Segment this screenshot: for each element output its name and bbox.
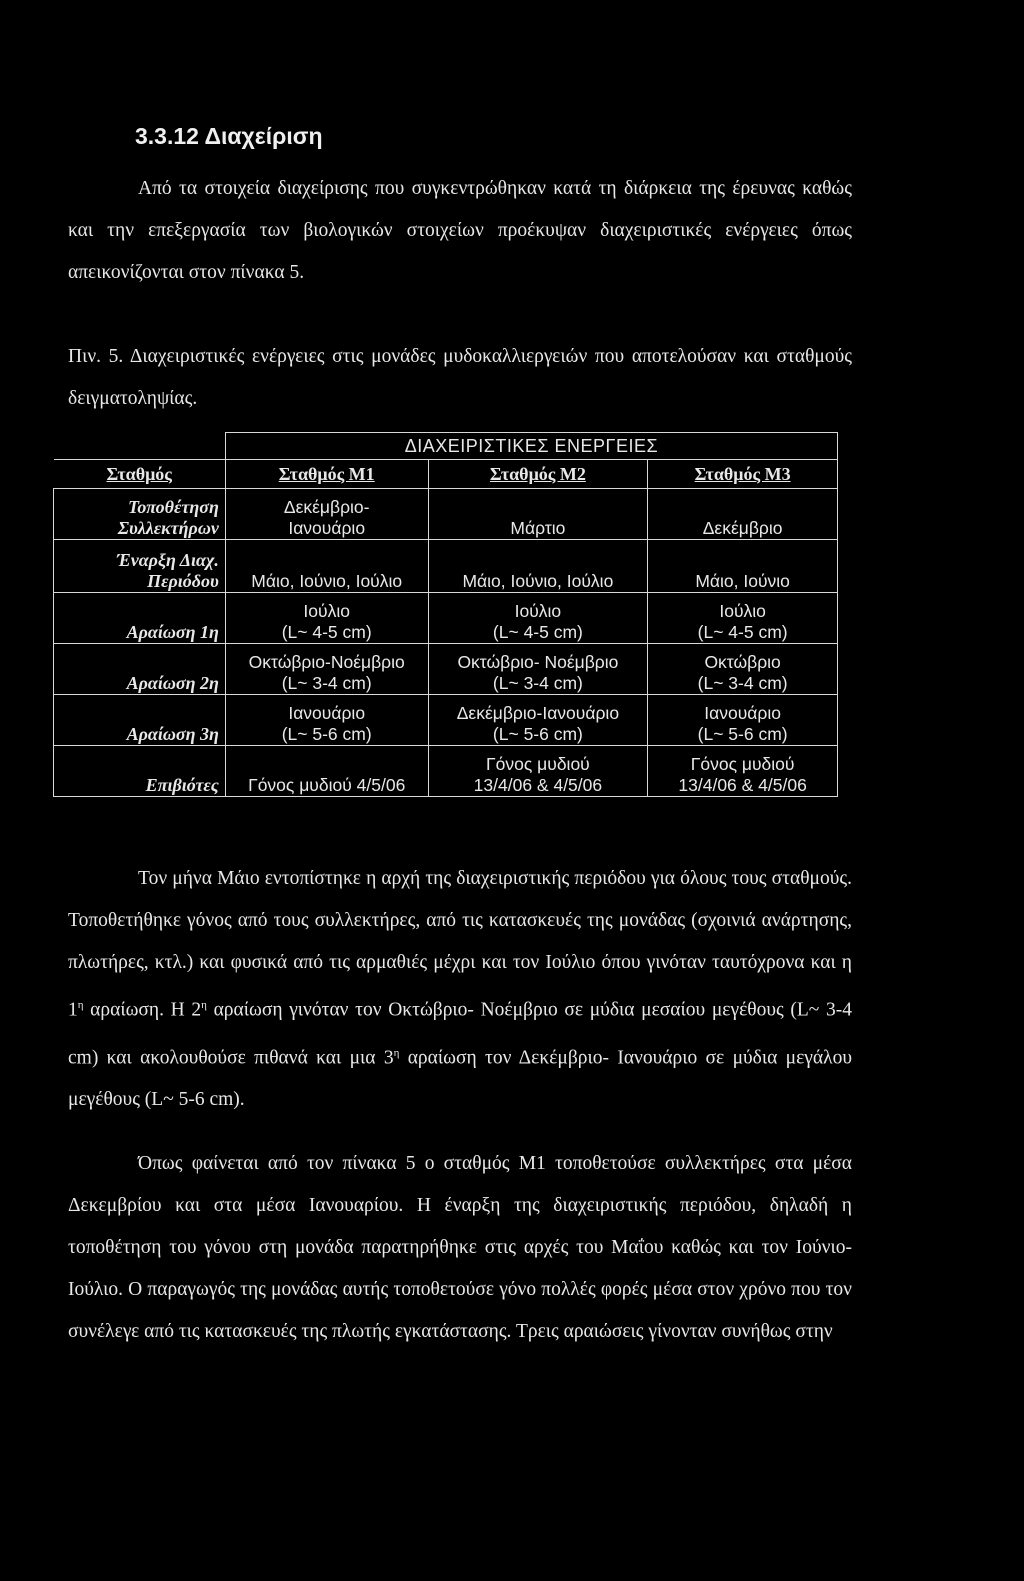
- cell-m2: Ιούλιο (L~ 4-5 cm): [428, 593, 648, 644]
- cell-m2: Οκτώβριο- Νοέμβριο (L~ 3-4 cm): [428, 644, 648, 695]
- superscript: η: [77, 999, 84, 1011]
- table-corner: [54, 433, 226, 460]
- caption-text: Πιν. 5. Διαχειριστικές ενέργειες στις μονάδες μυδοκαλλιεργειών που αποτελούσαν και σταθμούς δειγματοληψίας.: [68, 346, 852, 409]
- col-header-station: Σταθμός: [54, 460, 226, 489]
- cell-m3: Γόνος μυδιού 13/4/06 & 4/5/06: [648, 746, 838, 797]
- cell-m1: Ιούλιο (L~ 4-5 cm): [225, 593, 428, 644]
- p1-text-b: αραίωση. Η 2: [83, 999, 202, 1021]
- body-paragraph-1: [68, 858, 852, 1121]
- cell-m1: Οκτώβριο-Νοέμβριο (L~ 3-4 cm): [225, 644, 428, 695]
- cell-m2: Γόνος μυδιού 13/4/06 & 4/5/06: [428, 746, 648, 797]
- cell-m1: Γόνος μυδιού 4/5/06: [225, 746, 428, 797]
- col-header-m3: Σταθμός Μ3: [648, 460, 838, 489]
- table-row: [54, 540, 838, 593]
- p1-text-c: αραίωση γινόταν τον Οκτώβριο- Νοέμβριο σε μύδια μεσαίου μεγέθους (L~ 3-4 cm) και ακολουθούσε πιθανά και μια 3: [68, 999, 852, 1068]
- table-title: ΔΙΑΧΕΙΡΙΣΤΙΚΕΣ ΕΝΕΡΓΕΙΕΣ: [225, 433, 837, 460]
- cell-m2: Μάιο, Ιούνιο, Ιούλιο: [428, 540, 648, 593]
- row-label: Τοποθέτηση Συλλεκτήρων: [54, 489, 226, 540]
- p1-text-a: Τον μήνα Μάιο εντοπίστηκε η αρχή της διαχειριστικής περιόδου για όλους τους σταθμούς. Τοποθετήθηκε γόνος από τους συλλεκτήρες, από τις κατασκευές της μονάδας (σχοινιά ανάρτησης, πλωτήρες, κτλ.) και φυσικά από τις αρμαθιές μέχρι και τον Ιούλιο όπου γινόταν ταυτόχρονα και η 1: [68, 868, 852, 1021]
- cell-m2: Δεκέμβριο-Ιανουάριο (L~ 5-6 cm): [428, 695, 648, 746]
- management-table: [53, 432, 838, 797]
- table-row: [54, 593, 838, 644]
- intro-text: Από τα στοιχεία διαχείρισης που συγκεντρώθηκαν κατά τη διάρκεια της έρευνας καθώς και την επεξεργασία των βιολογικών στοιχείων προέκυψαν διαχειριστικές ενέργειες όπως απεικονίζονται στον πίνακα 5.: [68, 178, 852, 283]
- row-label: Αραίωση 3η: [54, 695, 226, 746]
- table-row: [54, 489, 838, 540]
- body-paragraph-2: [68, 1143, 852, 1353]
- cell-m1: Ιανουάριο (L~ 5-6 cm): [225, 695, 428, 746]
- cell-m3: Ιανουάριο (L~ 5-6 cm): [648, 695, 838, 746]
- table-row: [54, 746, 838, 797]
- cell-m3: Μάιο, Ιούνιο: [648, 540, 838, 593]
- cell-m3: Οκτώβριο (L~ 3-4 cm): [648, 644, 838, 695]
- table-caption: [68, 336, 852, 420]
- cell-m1: Δεκέμβριο- Ιανουάριο: [225, 489, 428, 540]
- superscript: η: [393, 1046, 400, 1059]
- row-label: Επιβιότες: [54, 746, 226, 797]
- intro-paragraph: [68, 168, 852, 294]
- cell-m2: Μάρτιο: [428, 489, 648, 540]
- col-header-m2: Σταθμός Μ2: [428, 460, 648, 489]
- row-label: Αραίωση 2η: [54, 644, 226, 695]
- section-heading: 3.3.12 Διαχείριση: [135, 123, 323, 149]
- cell-m1: Μάιο, Ιούνιο, Ιούλιο: [225, 540, 428, 593]
- col-header-m1: Σταθμός Μ1: [225, 460, 428, 489]
- table-row: [54, 644, 838, 695]
- cell-m3: Ιούλιο (L~ 4-5 cm): [648, 593, 838, 644]
- row-label: Αραίωση 1η: [54, 593, 226, 644]
- table-row: [54, 695, 838, 746]
- row-label: Έναρξη Διαχ. Περιόδου: [54, 540, 226, 593]
- cell-m3: Δεκέμβριο: [648, 489, 838, 540]
- superscript: η: [201, 999, 207, 1011]
- p2-text: Όπως φαίνεται από τον πίνακα 5 ο σταθμός Μ1 τοποθετούσε συλλεκτήρες στα μέσα Δεκεμβρίου και στα μέσα Ιανουαρίου. Η έναρξη της διαχειριστικής περιόδου, δηλαδή η τοποθέτηση του γόνου στη μονάδα παρατηρήθηκε στις αρχές του Μαΐου καθώς και τον Ιούνιο-Ιούλιο. Ο παραγωγός της μονάδας αυτής τοποθετούσε γόνο πολλές φορές μέσα στον χρόνο που τον συνέλεγε από τις κατασκευές της πλωτής εγκατάστασης. Τρεις αραιώσεις γίνονταν συνήθως στην: [68, 1153, 852, 1342]
- p1-text-d: αραίωση τον Δεκέμβριο- Ιανουάριο σε μύδια μεγάλου μεγέθους (L~ 5-6 cm).: [68, 1047, 853, 1110]
